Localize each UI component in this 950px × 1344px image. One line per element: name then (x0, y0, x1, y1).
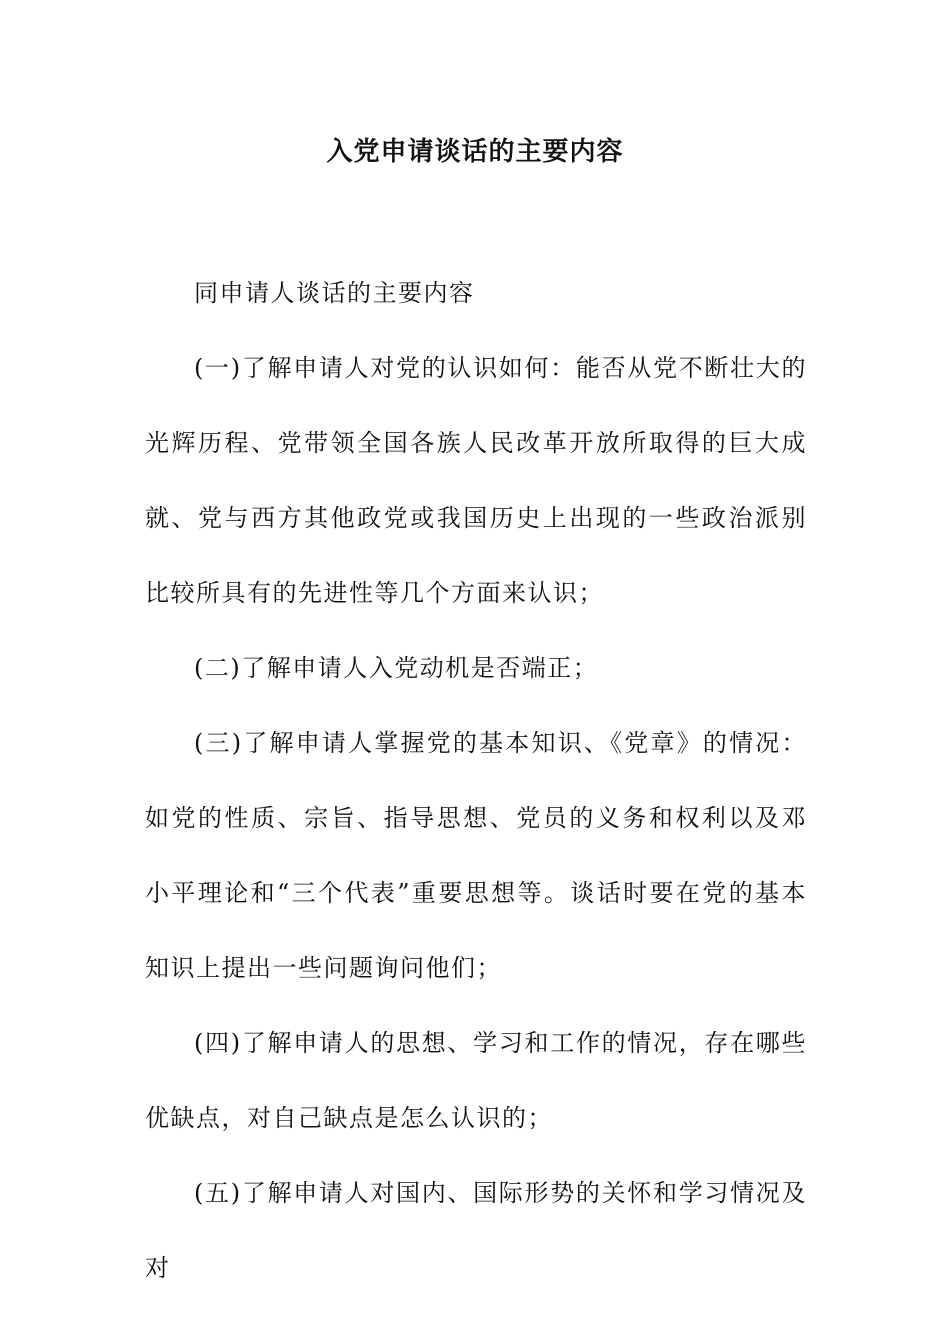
paragraph-intro: 同申请人谈话的主要内容 (194, 279, 475, 307)
paragraph-item-1: (一)了解申请人对党的认识如何：能否从党不断壮大的光辉历程、党带领全国各族人民改革开放所取得的巨大成就、党与西方其他政党或我国历史上出现的一些政治派别比较所具有的先进性等几个方面来认识； (145, 354, 807, 607)
paragraph-item-4: (四)了解申请人的思想、学习和工作的情况，存在哪些优缺点，对自己缺点是怎么认识的； (145, 1029, 807, 1132)
document-title: 入党申请谈话的主要内容 (326, 137, 624, 167)
paragraph-item-5: (五)了解申请人对国内、国际形势的关怀和学习情况及对 (145, 1179, 807, 1282)
document-body (145, 256, 807, 1306)
paragraph-item-3: (三)了解申请人掌握党的基本知识、《党章》的情况：如党的性质、宗旨、指导思想、党员的义务和权利以及邓小平理论和“三个代表”重要思想等。谈话时要在党的基本知识上提出一些问题询问他们； (145, 729, 807, 982)
paragraph-item-2: (二)了解申请人入党动机是否端正； (194, 654, 599, 682)
